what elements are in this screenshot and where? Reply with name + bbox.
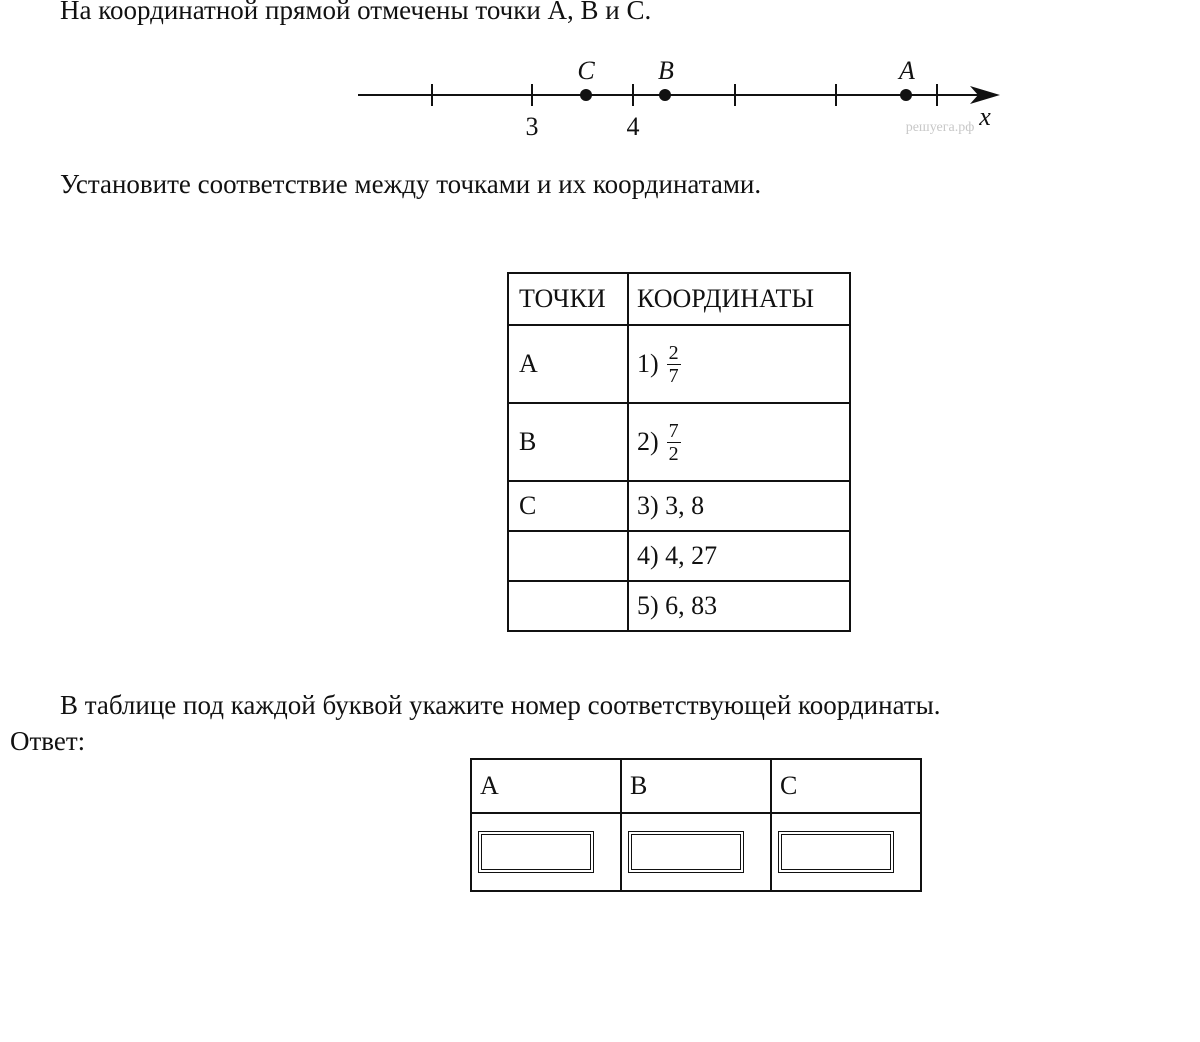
- point-b: [659, 89, 671, 101]
- header-points: ТОЧКИ: [508, 273, 628, 325]
- option-4: [628, 531, 850, 581]
- point-cell-a: A: [508, 325, 628, 403]
- answer-input-row: [471, 813, 921, 891]
- fraction: [667, 420, 681, 465]
- answer-table: [470, 758, 922, 892]
- answer-cell-a: [471, 813, 621, 891]
- option-label: 5): [637, 591, 659, 620]
- denominator: 2: [668, 442, 679, 465]
- option-label: 4): [637, 541, 659, 570]
- numerator: 2: [668, 341, 679, 364]
- point-cell-c: C: [508, 481, 628, 531]
- option-3: [628, 481, 850, 531]
- option-value: 6, 83: [665, 591, 718, 620]
- tick-label-3: 3: [525, 112, 539, 141]
- answer-box-a[interactable]: [478, 831, 594, 873]
- fraction: [667, 342, 681, 387]
- answer-header-b: B: [621, 759, 771, 813]
- table-row: [508, 481, 850, 531]
- point-label-b: B: [658, 56, 674, 85]
- point-a: [900, 89, 912, 101]
- answer-label: Ответ:: [10, 726, 86, 756]
- point-cell-b: B: [508, 403, 628, 481]
- answer-box-c[interactable]: [778, 831, 894, 873]
- table-row: [508, 325, 850, 403]
- point-label-a: A: [899, 56, 915, 85]
- tick-label-4: 4: [626, 112, 640, 141]
- axis-label-x: x: [979, 102, 991, 131]
- task-text: Установите соответствие между точками и их координатами.: [60, 169, 762, 199]
- point-label-c: C: [577, 56, 595, 85]
- option-1: [628, 325, 850, 403]
- watermark: решуега.рф: [905, 120, 975, 135]
- table-row: [508, 403, 850, 481]
- table-row: [508, 581, 850, 631]
- option-2: [628, 403, 850, 481]
- answer-cell-c: [771, 813, 921, 891]
- match-table-header-row: [508, 273, 850, 325]
- option-5: [628, 581, 850, 631]
- header-coordinates: КООРДИНАТЫ: [628, 273, 850, 325]
- answer-header-row: [471, 759, 921, 813]
- instruction-text: В таблице под каждой буквой укажите номер соответствующей координаты.: [60, 690, 941, 720]
- answer-box-b[interactable]: [628, 831, 744, 873]
- denominator: 7: [668, 364, 679, 387]
- point-cell-empty: [508, 581, 628, 631]
- intro-text: На координатной прямой отмечены точки A, B и C.: [60, 0, 652, 25]
- match-table: [507, 272, 851, 632]
- answer-header-c: C: [771, 759, 921, 813]
- number-line: [340, 45, 1010, 145]
- option-value: 4, 27: [665, 541, 718, 570]
- table-row: [508, 531, 850, 581]
- option-label: 3): [637, 491, 659, 520]
- point-c: [580, 89, 592, 101]
- numerator: 7: [668, 419, 679, 442]
- answer-header-a: A: [471, 759, 621, 813]
- option-value: 3, 8: [665, 491, 705, 520]
- point-cell-empty: [508, 531, 628, 581]
- option-label: 2): [637, 427, 659, 456]
- answer-cell-b: [621, 813, 771, 891]
- option-label: 1): [637, 349, 659, 378]
